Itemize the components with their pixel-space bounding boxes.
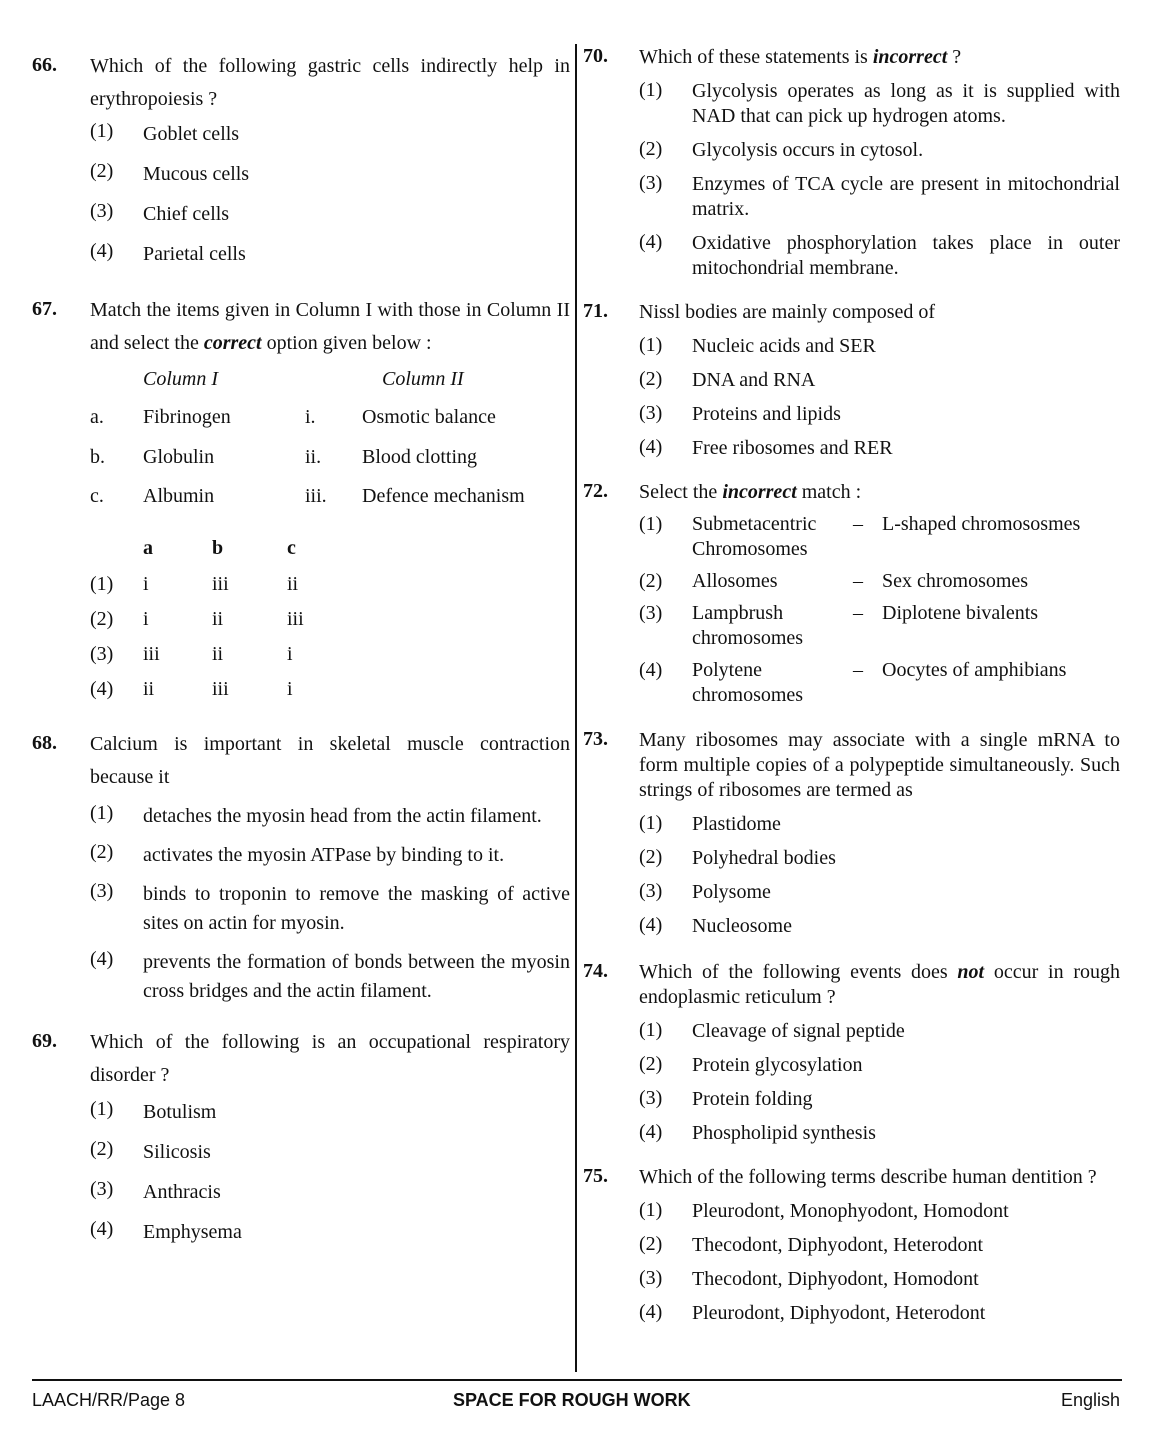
option xyxy=(639,334,1120,368)
answer-a: i xyxy=(143,572,149,595)
row-item: Albumin xyxy=(143,485,215,507)
option xyxy=(90,948,570,1006)
question-71 xyxy=(583,300,1120,470)
answer-b: iii xyxy=(212,678,229,701)
option-text: Goblet cells xyxy=(143,123,240,145)
question-text-part: option given below : xyxy=(261,332,432,354)
option-text: Enzymes of TCA cycle are present in mitochondrial matrix. xyxy=(692,173,1120,220)
option-number: (3) xyxy=(639,880,663,902)
option-number: (3) xyxy=(90,879,114,902)
option xyxy=(639,79,1120,129)
question-text xyxy=(639,960,1120,1010)
emphasis-word: correct xyxy=(203,332,262,354)
option-text: Anthracis xyxy=(143,1180,221,1203)
option-number: (2) xyxy=(639,570,663,592)
match-option xyxy=(639,601,1120,651)
question-number: 71. xyxy=(583,300,608,322)
question-text-part: ? xyxy=(947,46,962,68)
option-text: Pleurodont, Monophyodont, Homodont xyxy=(692,1200,1009,1222)
option-number: (3) xyxy=(90,1177,114,1200)
answer-header-c: c xyxy=(287,536,296,559)
option-number: (2) xyxy=(639,1053,663,1075)
question-66 xyxy=(32,50,570,280)
option-number: (1) xyxy=(639,812,663,834)
option-number: (4) xyxy=(90,947,114,970)
option-number: (4) xyxy=(639,436,663,458)
option-text: Phospholipid synthesis xyxy=(692,1122,876,1144)
option-text: Polysome xyxy=(692,881,771,903)
footer-page-id: LAACH/RR/Page 8 xyxy=(32,1390,186,1410)
option-number: (4) xyxy=(639,914,663,936)
option xyxy=(639,138,1120,163)
option xyxy=(639,1301,1120,1335)
match-row xyxy=(90,485,570,525)
option xyxy=(90,880,570,938)
match-term: Submetacentric Chromosomes xyxy=(692,513,817,560)
option xyxy=(639,368,1120,402)
question-text xyxy=(90,294,570,360)
emphasis-word: incorrect xyxy=(722,481,797,503)
match-column-headers xyxy=(90,368,570,400)
option xyxy=(639,1199,1120,1233)
answer-b: ii xyxy=(212,643,224,666)
question-74 xyxy=(583,960,1120,1155)
answer-a: ii xyxy=(143,678,155,701)
answer-header xyxy=(90,537,570,573)
answer-header-b: b xyxy=(212,536,224,559)
question-72 xyxy=(583,480,1120,708)
question-68 xyxy=(32,728,570,1006)
question-text-part: match : xyxy=(796,481,862,503)
answer-c: ii xyxy=(287,572,299,595)
option-number: (2) xyxy=(639,138,663,160)
option xyxy=(639,914,1120,948)
footer-language: English xyxy=(1060,1390,1120,1410)
option-text: activates the myosin ATPase by binding to it. xyxy=(143,843,505,866)
question-70 xyxy=(583,45,1120,281)
right-column xyxy=(583,40,1120,1335)
option-number: (4) xyxy=(639,659,663,681)
match-description: Sex chromosomes xyxy=(882,570,1029,592)
question-number: 75. xyxy=(583,1165,608,1187)
option-text: Pleurodont, Diphyodont, Heterodont xyxy=(692,1302,986,1324)
match-dash: – xyxy=(853,570,863,592)
option-text: Polyhedral bodies xyxy=(692,847,836,869)
answer-option xyxy=(90,608,570,643)
option xyxy=(90,120,570,160)
option xyxy=(639,436,1120,470)
question-text-part: Which of the following events does xyxy=(639,961,958,983)
question-number: 69. xyxy=(32,1029,57,1052)
column-ii-header: Column II xyxy=(382,368,464,390)
option-number: (2) xyxy=(639,368,663,390)
option xyxy=(639,880,1120,914)
option-text: binds to troponin to remove the masking of active sites on actin for myosin. xyxy=(143,882,570,934)
answer-option xyxy=(90,643,570,678)
option-text: Free ribosomes and RER xyxy=(692,437,893,459)
option-number: (2) xyxy=(90,840,114,863)
option xyxy=(90,1178,570,1218)
question-number: 74. xyxy=(583,960,608,982)
option xyxy=(639,1019,1120,1053)
row-match: Osmotic balance xyxy=(362,406,496,428)
option xyxy=(639,1233,1120,1267)
answer-c: i xyxy=(287,678,293,701)
match-description: L-shaped chromososmes xyxy=(882,513,1081,535)
match-dash: – xyxy=(853,513,863,535)
option-text: Thecodont, Diphyodont, Homodont xyxy=(692,1268,979,1290)
option-number: (1) xyxy=(639,1199,663,1221)
question-text: Which of the following terms describe human dentition ? xyxy=(639,1166,1097,1188)
option-number: (4) xyxy=(639,231,663,253)
option xyxy=(90,841,570,870)
option xyxy=(639,1267,1120,1301)
question-number: 68. xyxy=(32,731,57,754)
option-number: (2) xyxy=(639,1233,663,1255)
option xyxy=(90,1218,570,1258)
option-text: Mucous cells xyxy=(143,163,250,185)
match-term: Allosomes xyxy=(692,570,778,592)
option xyxy=(639,231,1120,281)
question-text-part: Select the xyxy=(639,481,723,503)
match-option xyxy=(639,658,1120,708)
option-text: Silicosis xyxy=(143,1140,211,1163)
option-number: (4) xyxy=(90,240,114,262)
left-column xyxy=(32,40,570,1258)
question-text: Calcium is important in skeletal muscle contraction because it xyxy=(90,732,570,788)
option-text: Nucleic acids and SER xyxy=(692,335,876,357)
answer-header-a: a xyxy=(143,536,153,559)
column-i-header: Column I xyxy=(143,368,218,390)
answer-b: ii xyxy=(212,607,224,630)
option-text: Nucleosome xyxy=(692,915,792,937)
option-text: Chief cells xyxy=(143,203,230,225)
option xyxy=(639,812,1120,846)
option-text: Botulism xyxy=(143,1100,217,1123)
match-term: Lampbrush chromosomes xyxy=(692,602,804,649)
question-text-part: Match the items given in Column I with those in Column II and select the xyxy=(90,299,570,354)
question-number: 66. xyxy=(32,54,57,76)
option-text: Thecodont, Diphyodont, Heterodont xyxy=(692,1234,984,1256)
row-letter: a. xyxy=(90,406,104,428)
question-text xyxy=(639,480,1120,505)
emphasis-word: incorrect xyxy=(872,46,948,68)
row-letter: c. xyxy=(90,485,104,507)
match-description: Oocytes of amphibians xyxy=(882,659,1067,681)
option-number: (2) xyxy=(90,607,114,630)
option xyxy=(90,160,570,200)
option-number: (1) xyxy=(90,1097,114,1120)
answer-a: i xyxy=(143,607,149,630)
option xyxy=(639,402,1120,436)
option-text: Plastidome xyxy=(692,813,781,835)
option-number: (3) xyxy=(639,1267,663,1289)
option-text: Protein folding xyxy=(692,1088,813,1110)
option-text: Glycolysis operates as long as it is supplied with NAD that can pick up hydrogen atoms. xyxy=(692,80,1120,127)
match-term: Polytene chromosomes xyxy=(692,659,804,706)
match-option xyxy=(639,512,1120,562)
option-text: detaches the myosin head from the actin filament. xyxy=(143,804,542,827)
match-row xyxy=(90,446,570,486)
question-75 xyxy=(583,1165,1120,1335)
answer-b: iii xyxy=(212,572,229,595)
question-67 xyxy=(32,294,570,714)
match-dash: – xyxy=(853,659,863,681)
row-match: Blood clotting xyxy=(362,445,477,468)
row-item: Globulin xyxy=(143,445,215,468)
question-text-part: Which of these statements is xyxy=(639,46,873,68)
row-letter: b. xyxy=(90,445,105,468)
option-number: (1) xyxy=(639,334,663,356)
option-number: (3) xyxy=(90,643,114,666)
option-number: (1) xyxy=(639,1019,663,1041)
row-item: Fibrinogen xyxy=(143,406,231,428)
option xyxy=(90,802,570,831)
option-text: Proteins and lipids xyxy=(692,403,841,425)
match-row xyxy=(90,406,570,446)
option-text: Glycolysis occurs in cytosol. xyxy=(692,139,924,161)
option xyxy=(639,1121,1120,1155)
option-number: (3) xyxy=(639,172,663,194)
option-text: Cleavage of signal peptide xyxy=(692,1020,905,1042)
option-number: (1) xyxy=(639,79,663,101)
option-number: (1) xyxy=(90,801,114,824)
option xyxy=(639,846,1120,880)
option-number: (4) xyxy=(90,678,114,701)
question-text xyxy=(639,45,1120,70)
option-number: (3) xyxy=(639,602,663,624)
option-text: Oxidative phosphorylation takes place in outer mitochondrial membrane. xyxy=(692,232,1120,279)
option-text: Parietal cells xyxy=(143,243,246,265)
option-number: (1) xyxy=(90,572,114,595)
option-number: (2) xyxy=(90,160,114,182)
answer-option xyxy=(90,573,570,608)
row-roman: i. xyxy=(305,406,316,428)
emphasis-word: not xyxy=(957,961,985,983)
footer-rule xyxy=(32,1379,1122,1381)
option-text: Protein glycosylation xyxy=(692,1054,863,1076)
question-text: Which of the following gastric cells indirectly help in erythropoiesis ? xyxy=(90,55,570,110)
option xyxy=(90,1138,570,1178)
row-roman: ii. xyxy=(305,445,322,468)
option-text: prevents the formation of bonds between the myosin cross bridges and the actin filament. xyxy=(143,950,570,1002)
option-number: (1) xyxy=(639,513,663,535)
question-number: 72. xyxy=(583,480,608,502)
question-text: Nissl bodies are mainly composed of xyxy=(639,301,936,323)
question-text: Many ribosomes may associate with a single mRNA to form multiple copies of a polypeptide simultaneously. Such strings of ribosomes are termed as xyxy=(639,729,1120,801)
option-text: Emphysema xyxy=(143,1220,242,1243)
option xyxy=(639,1087,1120,1121)
option-number: (3) xyxy=(90,200,114,222)
row-match: Defence mechanism xyxy=(362,485,525,507)
question-text: Which of the following is an occupational respiratory disorder ? xyxy=(90,1030,570,1086)
match-description: Diplotene bivalents xyxy=(882,602,1039,624)
row-roman: iii. xyxy=(305,485,327,507)
match-option xyxy=(639,569,1120,594)
question-text-part: occur in rough endoplasmic reticulum ? xyxy=(639,961,1120,1008)
answer-c: iii xyxy=(287,607,304,630)
option-number: (4) xyxy=(639,1301,663,1323)
footer-rough-work-label: SPACE FOR ROUGH WORK xyxy=(453,1390,691,1410)
question-number: 70. xyxy=(583,45,608,67)
question-73 xyxy=(583,728,1120,948)
question-number: 67. xyxy=(32,298,57,320)
option-text: DNA and RNA xyxy=(692,369,816,391)
match-dash: – xyxy=(853,602,863,624)
option xyxy=(639,172,1120,222)
option xyxy=(639,1053,1120,1087)
option xyxy=(90,240,570,280)
option-number: (4) xyxy=(639,1121,663,1143)
answer-c: i xyxy=(287,643,293,666)
answer-option xyxy=(90,678,570,713)
option-number: (2) xyxy=(639,846,663,868)
option-number: (3) xyxy=(639,402,663,424)
question-69 xyxy=(32,1026,570,1258)
option-number: (4) xyxy=(90,1217,114,1240)
option-number: (2) xyxy=(90,1137,114,1160)
question-number: 73. xyxy=(583,728,608,750)
option-number: (3) xyxy=(639,1087,663,1109)
option xyxy=(90,1098,570,1138)
column-divider xyxy=(575,44,577,1372)
answer-a: iii xyxy=(143,643,160,666)
option-number: (1) xyxy=(90,120,114,142)
option xyxy=(90,200,570,240)
